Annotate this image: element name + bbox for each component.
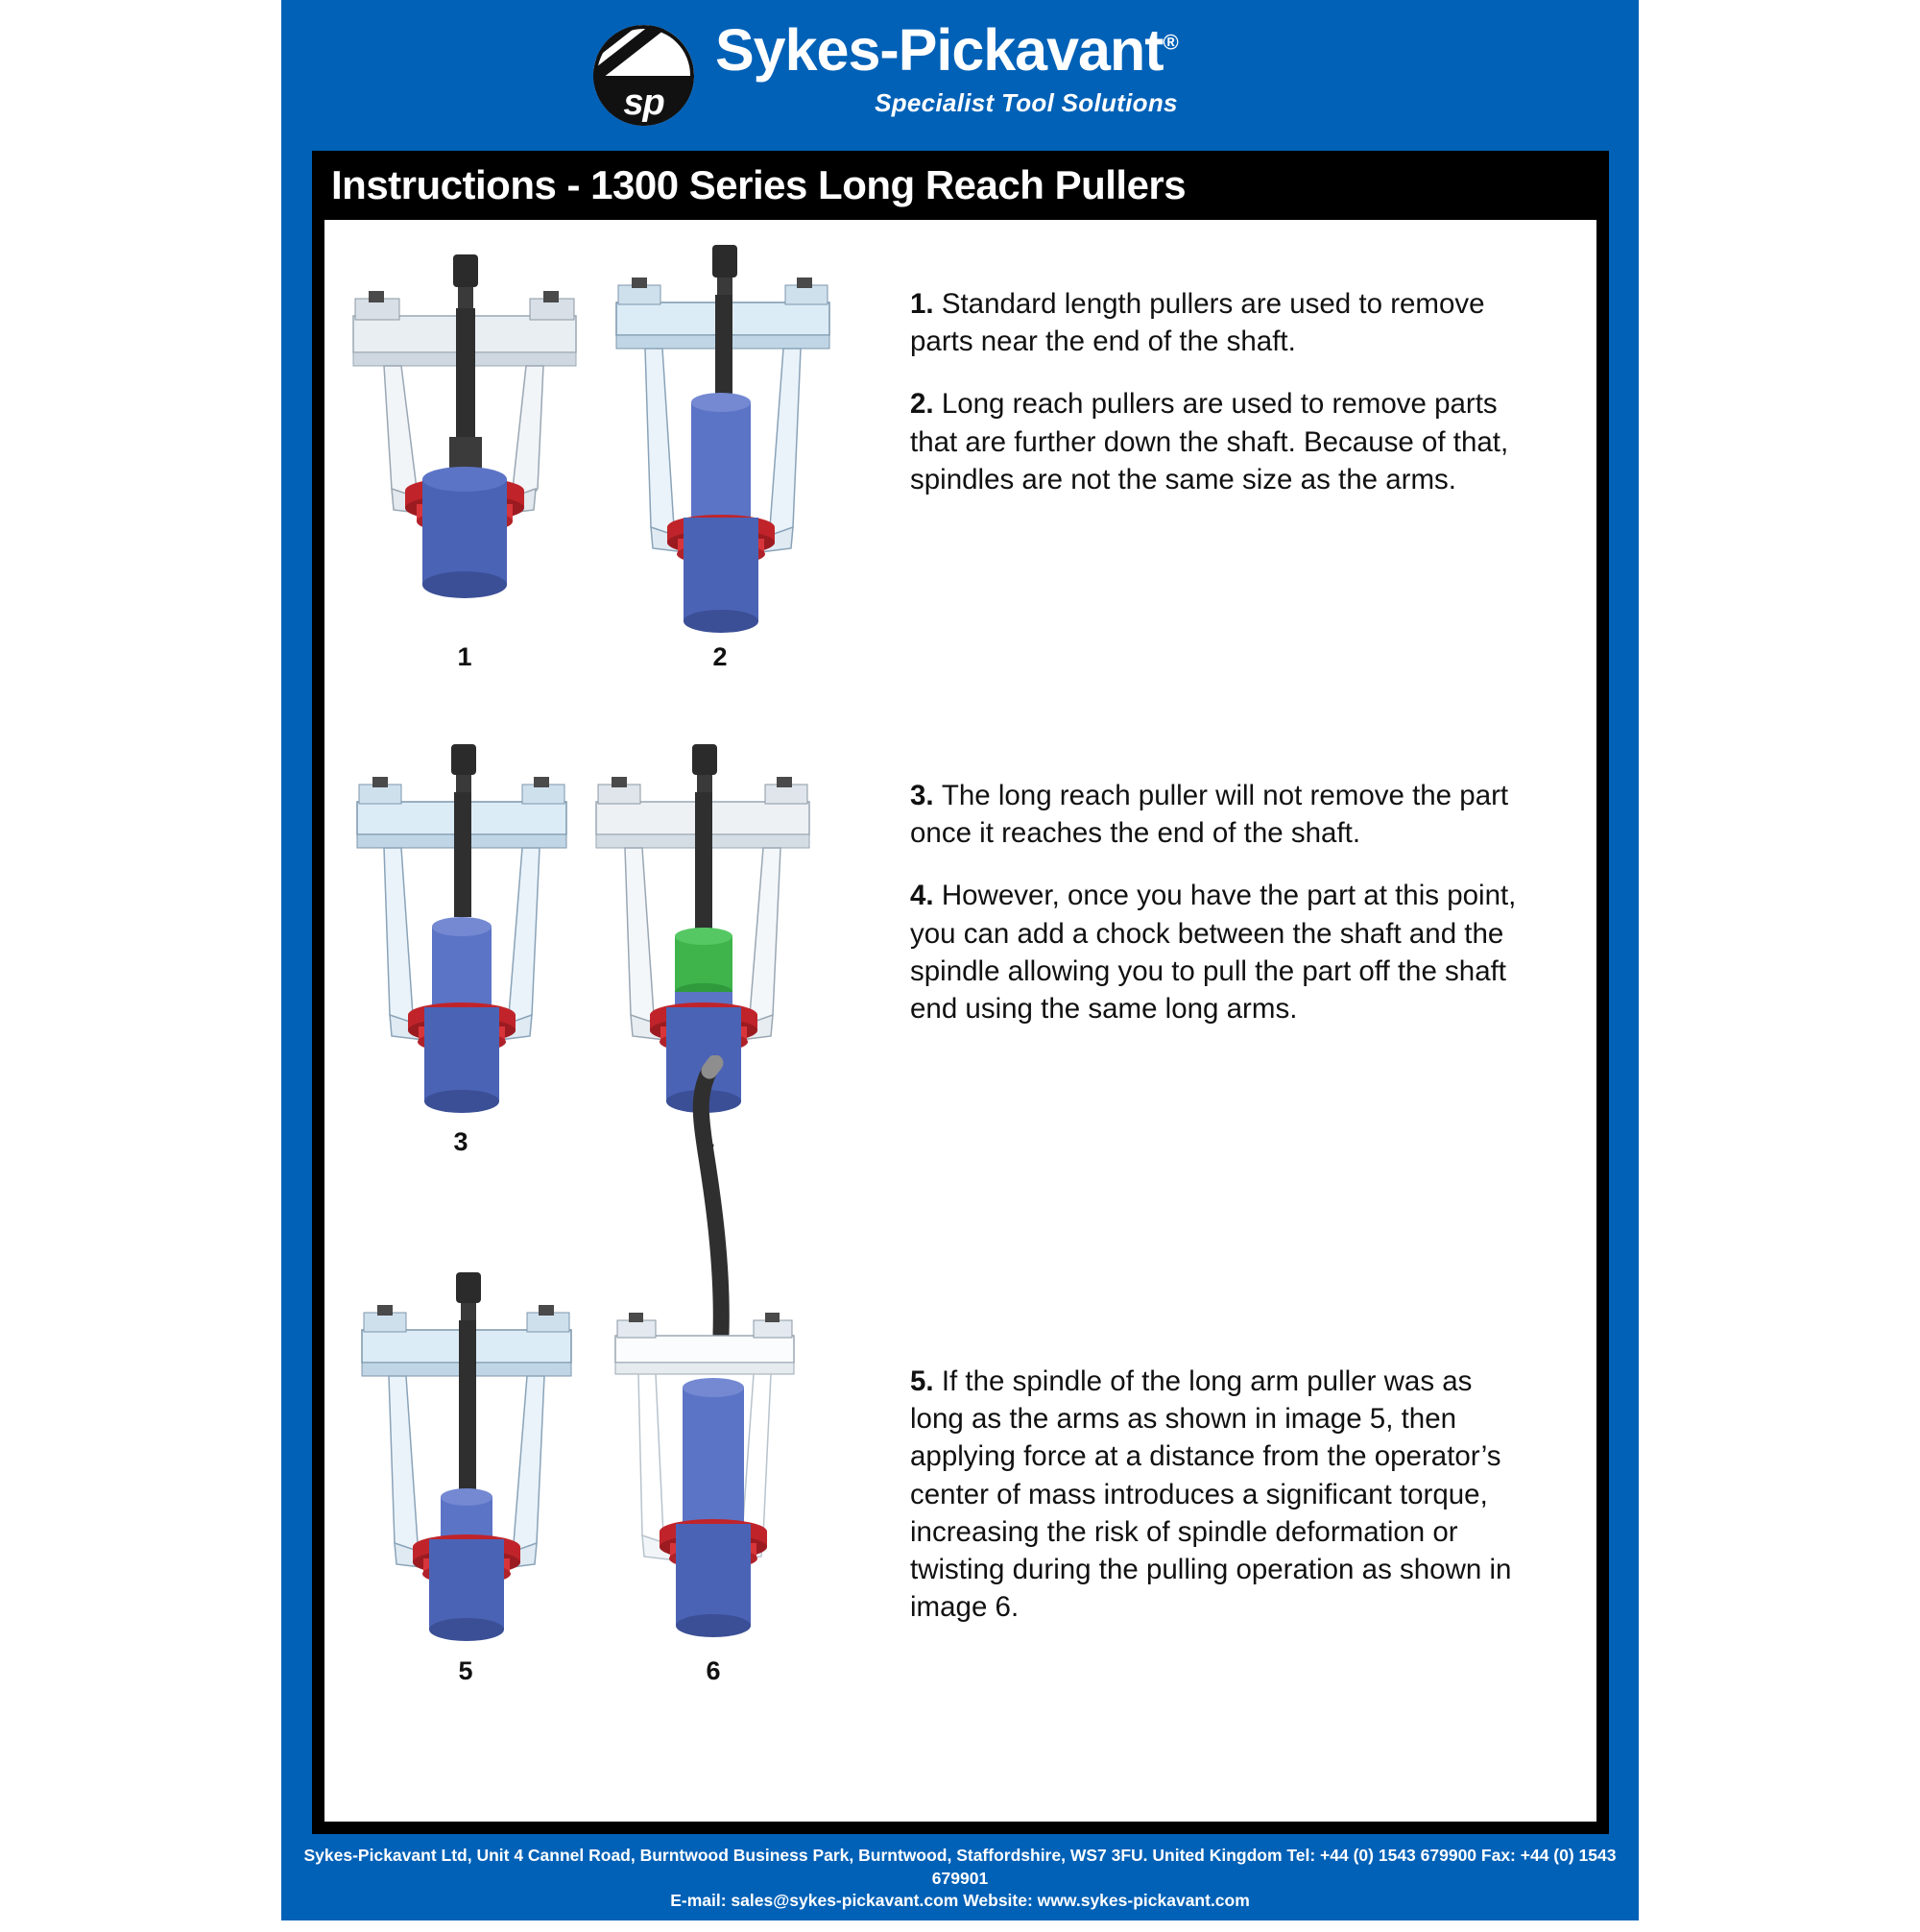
step-4 <box>910 877 1524 1027</box>
sp-logo-icon <box>593 25 694 126</box>
brand-tagline: Specialist Tool Solutions <box>875 88 1178 117</box>
figure-1 <box>334 249 593 633</box>
figure-caption-4: 4 <box>699 1127 714 1156</box>
step-3-number: 3. <box>910 780 942 811</box>
footer-copyright: COPYRIGHT 2021 - SYKES-PICKAVANT LTD. ALL RIGHTS RESERVED. ALL PRODUCTS SUBJECT TO AVAILABILITY. E&OE. <box>592 1917 1328 1932</box>
step-2-text: Long reach pullers are used to remove parts that are further down the shaft. Because of that, spindles are not the same size as the arms. <box>910 388 1509 495</box>
brand-name-text: Sykes-Pickavant <box>715 17 1164 83</box>
step-5-number: 5. <box>910 1365 942 1397</box>
page-title <box>312 151 1609 220</box>
footer-contact: E-mail: sales@sykes-pickavant.com Website: www.sykes-pickavant.com <box>670 1891 1250 1911</box>
registered-mark: ® <box>1163 30 1178 55</box>
step-1 <box>910 285 1515 360</box>
step-5-text: If the spindle of the long arm puller was as long as the arms as shown in image 5, then applying force at a distance from the operator’s center of mass introduces a significant torque, increasing the risk of spindle deformation or twisting during the pulling operation as shown in image 6. <box>910 1365 1512 1624</box>
step-2-number: 2. <box>910 388 942 421</box>
figure-caption-3: 3 <box>453 1127 468 1156</box>
brand-name <box>715 17 1178 83</box>
steps-block-1 <box>910 285 1515 523</box>
logo-initials: sp <box>623 83 664 123</box>
step-3 <box>910 777 1524 852</box>
page-title-text: Instructions - 1300 Series Long Reach Pullers <box>331 162 1187 207</box>
footer-address: Sykes-Pickavant Ltd, Unit 4 Cannel Road, Burntwood Business Park, Burntwood, Staffordshire, WS7 3FU. United Kingdom Tel: +44 (0) 1543 679900 Fax: +44 (0) 1543 679901 <box>303 1846 1617 1888</box>
step-1-number: 1. <box>910 288 942 320</box>
step-2 <box>910 385 1515 498</box>
steps-block-2 <box>910 777 1524 1052</box>
figure-5 <box>348 1267 588 1651</box>
content-frame <box>312 151 1609 1834</box>
step-5 <box>910 1363 1529 1627</box>
steps-block-3 <box>910 1363 1529 1652</box>
figure-caption-1: 1 <box>457 642 472 671</box>
figure-caption-2: 2 <box>712 642 728 671</box>
step-4-number: 4. <box>910 880 942 912</box>
step-3-text: The long reach puller will not remove the part once it reaches the end of the shaft. <box>910 780 1509 850</box>
content-panel <box>324 220 1596 1822</box>
brand-header <box>281 0 1639 150</box>
step-1-text: Standard length pullers are used to remove parts near the end of the shaft. <box>910 288 1485 358</box>
figure-6 <box>579 1055 838 1660</box>
step-4-text: However, once you have the part at this point, you can add a chock between the shaft and the spindle allowing you to pull the part off the shaft end using the same long arms. <box>910 880 1517 1026</box>
figure-3 <box>344 738 584 1123</box>
logo <box>593 17 1178 126</box>
footer <box>281 1839 1639 1932</box>
figure-caption-5: 5 <box>458 1656 473 1685</box>
figure-2 <box>603 239 843 642</box>
figure-caption-6: 6 <box>706 1656 721 1685</box>
